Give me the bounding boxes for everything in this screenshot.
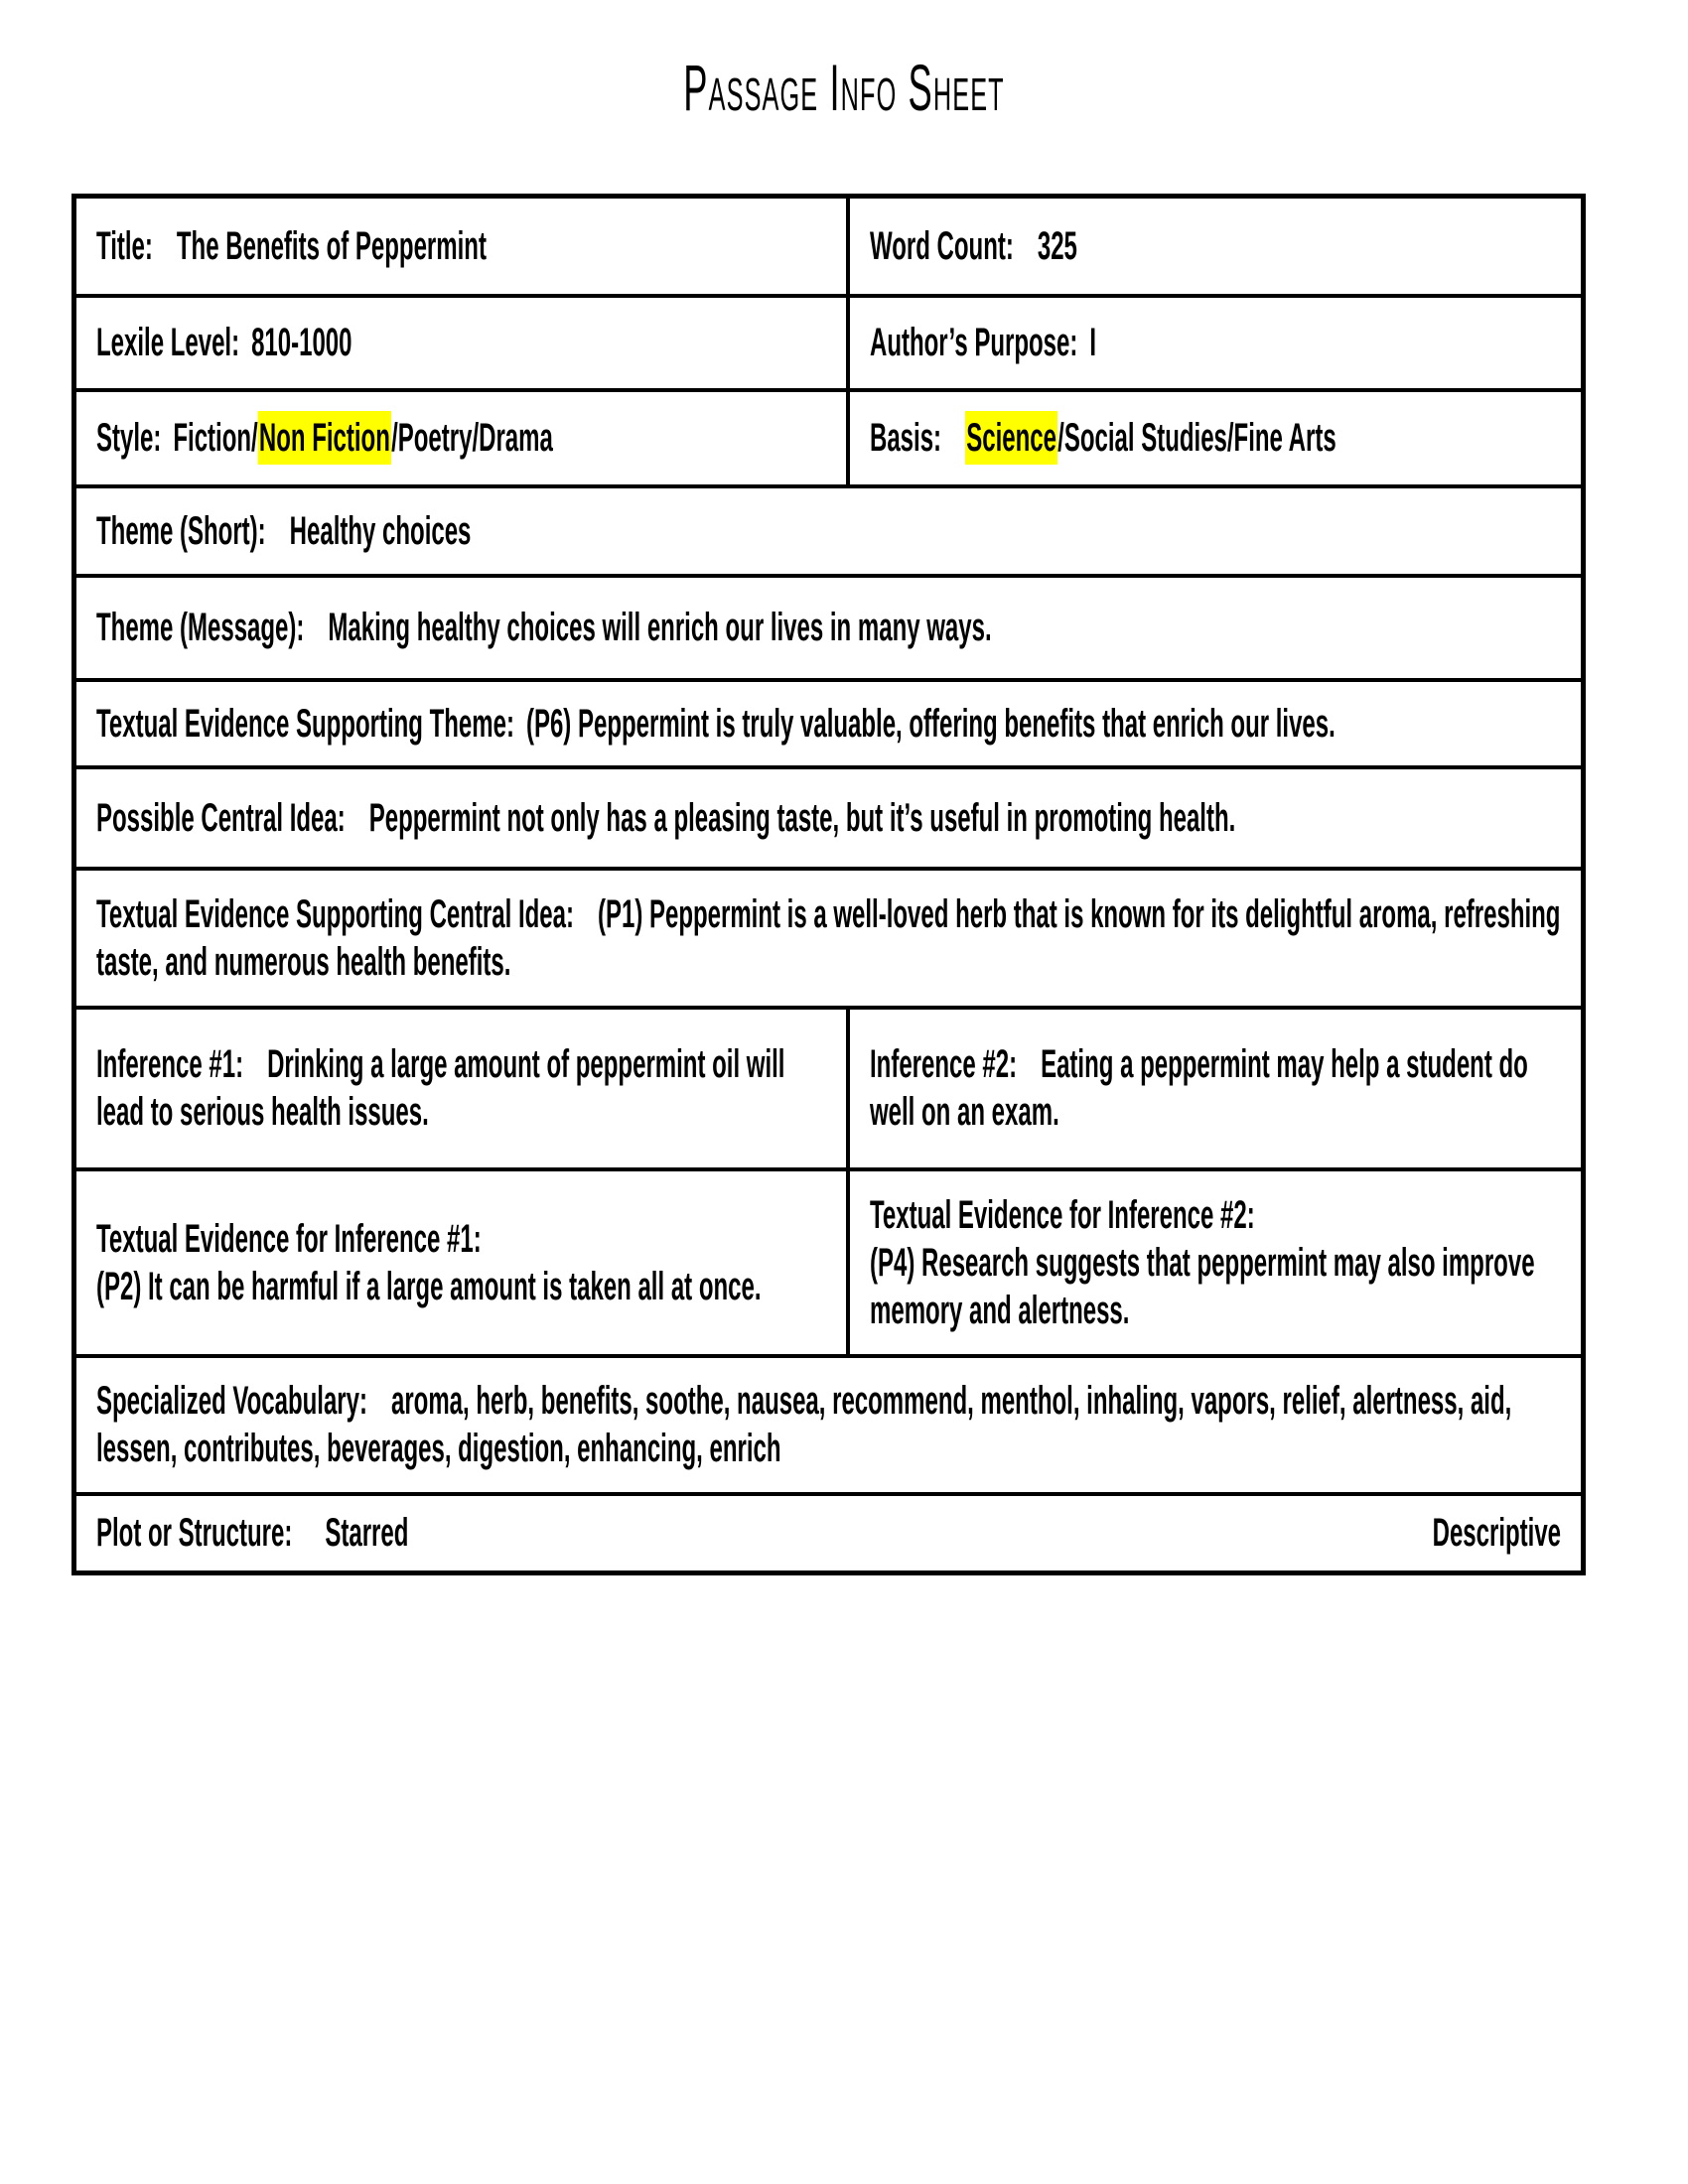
basis-selected-highlight: Science (965, 411, 1057, 465)
lexile-label: Lexile Level: (96, 321, 240, 364)
cell-plot-structure (74, 1494, 1584, 1573)
structure-type-value: Descriptive (1432, 1511, 1562, 1556)
inference-2-value: Eating a peppermint may help a student do well on an exam. (870, 1042, 1529, 1134)
evidence-inference-2-label: Textual Evidence for Inference #2: (870, 1192, 1255, 1237)
evidence-theme-value: (P6) Peppermint is truly valuable, offering benefits that enrich our lives. (525, 701, 1336, 746)
cell-authors-purpose (848, 296, 1583, 390)
row-theme-message (74, 576, 1584, 680)
row-theme-short (74, 486, 1584, 576)
cell-inference-1 (74, 1008, 849, 1169)
row-evidence-theme (74, 680, 1584, 767)
evidence-central-idea-label: Textual Evidence Supporting Central Idea: (96, 891, 574, 936)
word-count-value: 325 (1038, 223, 1078, 268)
cell-evidence-central-idea (74, 869, 1584, 1008)
central-idea-value: Peppermint not only has a pleasing taste, but it’s useful in promoting health. (368, 795, 1236, 840)
row-vocabulary (74, 1356, 1584, 1494)
cell-evidence-inference-1 (74, 1169, 849, 1356)
row-lexile-purpose (74, 296, 1584, 390)
cell-theme-short (74, 486, 1584, 576)
theme-short-value: Healthy choices (289, 508, 472, 553)
authors-purpose-value: I (1089, 321, 1097, 364)
style-options-pre: Fiction/ (173, 416, 258, 460)
style-options-post: /Poetry/Drama (391, 416, 553, 460)
central-idea-label: Possible Central Idea: (96, 795, 346, 840)
authors-purpose-label: Author’s Purpose: (870, 321, 1078, 364)
plot-structure-label: Plot or Structure: (96, 1511, 293, 1556)
inference-1-value: Drinking a large amount of peppermint oil will lead to serious health issues. (96, 1042, 785, 1134)
style-selected-highlight: Non Fiction (258, 411, 391, 465)
row-plot-structure (74, 1494, 1584, 1573)
cell-vocabulary (74, 1356, 1584, 1494)
cell-basis (848, 390, 1583, 486)
evidence-inference-2-value: (P4) Research suggests that peppermint may also improve memory and alertness. (870, 1240, 1535, 1332)
cell-inference-2 (848, 1008, 1583, 1169)
passage-info-table (71, 194, 1586, 1575)
page-title (0, 50, 1688, 125)
lexile-value: 810-1000 (251, 321, 352, 364)
cell-style (74, 390, 849, 486)
plot-structure-value: Starred (325, 1511, 409, 1556)
plot-structure-left (96, 1509, 408, 1557)
page-title-text: Passage Info Sheet (683, 51, 1005, 124)
cell-evidence-theme (74, 680, 1584, 767)
basis-label: Basis: (870, 416, 942, 460)
theme-short-label: Theme (Short): (96, 508, 266, 553)
theme-message-label: Theme (Message): (96, 606, 305, 649)
row-title-wordcount (74, 197, 1584, 296)
evidence-central-idea-value: (P1) Peppermint is a well-loved herb that is known for its delightful aroma, refreshing taste, and numerous health benefits. (96, 891, 1561, 984)
style-label: Style: (96, 416, 162, 460)
cell-theme-message (74, 576, 1584, 680)
row-evidence-inferences (74, 1169, 1584, 1356)
row-style-basis (74, 390, 1584, 486)
cell-evidence-inference-2 (848, 1169, 1583, 1356)
basis-options-post: /Social Studies/Fine Arts (1057, 416, 1336, 460)
inference-2-label: Inference #2: (870, 1042, 1018, 1086)
cell-word-count (848, 197, 1583, 296)
vocabulary-label: Specialized Vocabulary: (96, 1379, 367, 1423)
evidence-inference-1-label: Textual Evidence for Inference #1: (96, 1216, 482, 1261)
title-label: Title: (96, 223, 153, 268)
word-count-label: Word Count: (870, 223, 1015, 268)
evidence-inference-1-value: (P2) It can be harmful if a large amount is taken all at once. (96, 1264, 762, 1308)
theme-message-value: Making healthy choices will enrich our lives in many ways. (328, 606, 992, 649)
vocabulary-value: aroma, herb, benefits, soothe, nausea, recommend, menthol, inhaling, vapors, relief, alertness, aid, lessen, contributes, beverages, digestion, enhancing, enrich (96, 1379, 1512, 1470)
row-central-idea (74, 767, 1584, 869)
inference-1-label: Inference #1: (96, 1042, 244, 1086)
cell-title (74, 197, 849, 296)
cell-central-idea (74, 767, 1584, 869)
row-evidence-central-idea (74, 869, 1584, 1008)
evidence-theme-label: Textual Evidence Supporting Theme: (96, 701, 514, 746)
row-inferences (74, 1008, 1584, 1169)
title-value: The Benefits of Peppermint (176, 223, 487, 268)
cell-lexile (74, 296, 849, 390)
